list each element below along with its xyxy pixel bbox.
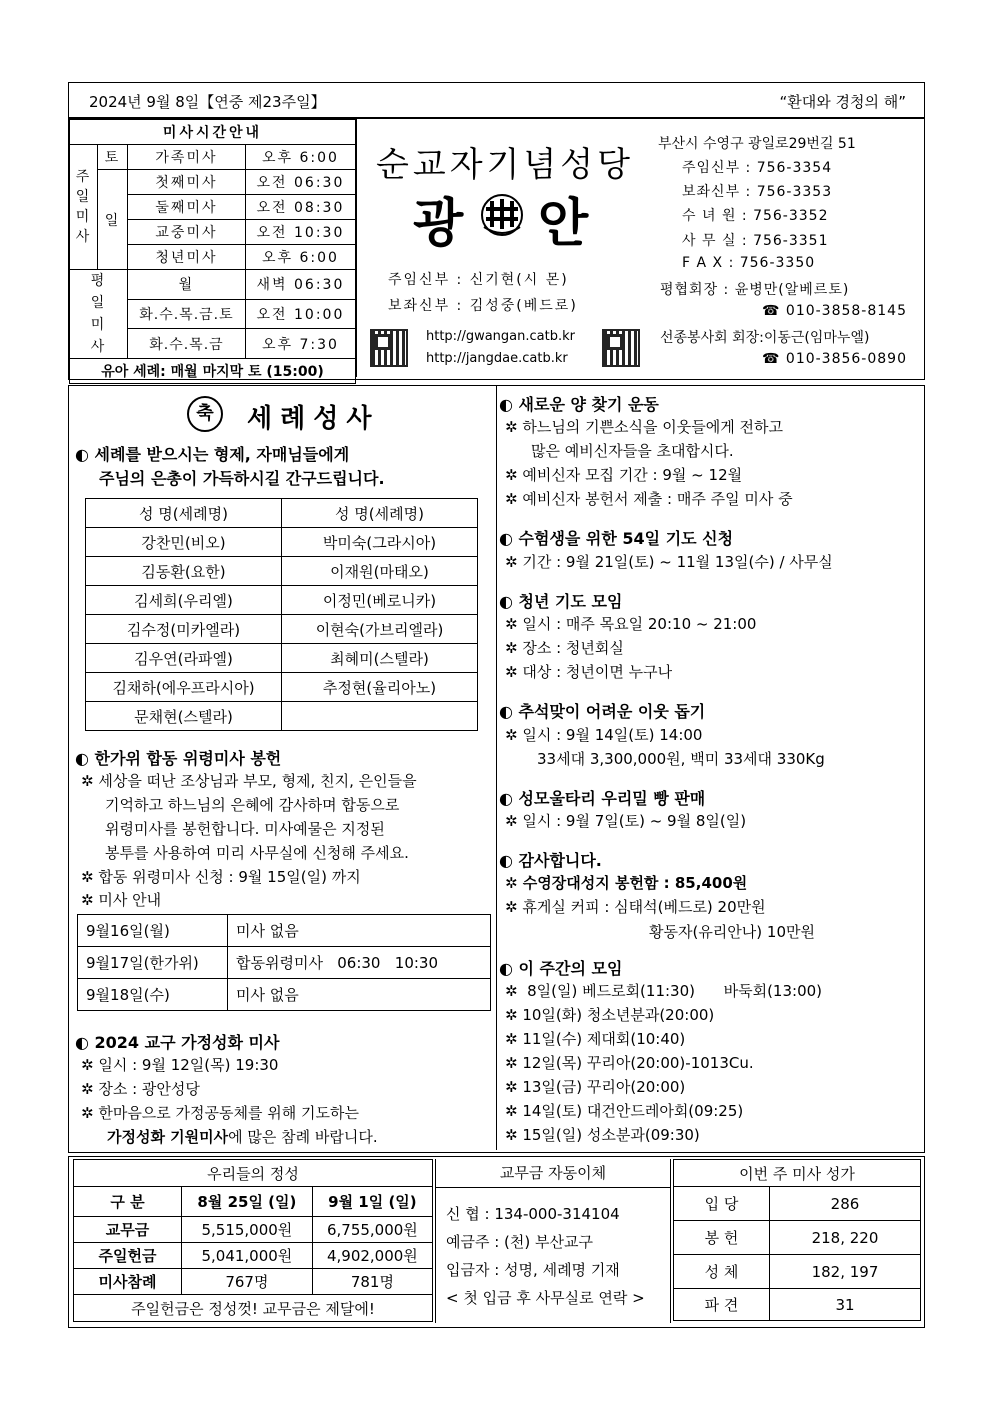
- transfer-line: < 첫 입금 후 사무실로 연락 >: [446, 1289, 645, 1307]
- section-line: ✲ 예비신자 봉헌서 제출 : 매주 주일 미사 중: [505, 490, 793, 508]
- section-line: ✲ 하느님의 기쁜소식을 이웃들에게 전하고: [505, 418, 783, 436]
- weekday-mass-label: 평일미사: [70, 270, 128, 359]
- mass-date: 9월18일(수): [78, 979, 228, 1011]
- cell-value: 781명: [312, 1269, 432, 1295]
- mass-schedule-title: 미사시간안내: [70, 120, 356, 145]
- table-row: [86, 586, 478, 615]
- hymn-part: 봉 헌: [674, 1221, 770, 1255]
- table-row: [74, 1187, 433, 1217]
- table-row: [78, 915, 491, 947]
- assistant-pastor-line: 보좌신부 : 김성중(베드로): [388, 298, 578, 314]
- section-title: ◐ 추석맞이 어려운 이웃 돕기: [499, 702, 706, 721]
- baptism-intro: ◐ 세례를 받으시는 형제, 자매님들에게: [75, 445, 350, 464]
- hymn-number: 31: [770, 1289, 921, 1321]
- website-link[interactable]: http://jangdae.catb.kr: [426, 351, 568, 366]
- baptism-intro: 주님의 은총이 가득하시길 간구드립니다.: [99, 469, 385, 488]
- hymn-part: 파 견: [674, 1289, 770, 1321]
- mass-time: 오전 06:30: [245, 170, 355, 195]
- section-line: ✲ 수영장대성지 봉헌함 : 85,400원: [505, 874, 748, 892]
- column-header: 성 명(세례명): [86, 499, 282, 528]
- baptism-name: 이재원(마태오): [282, 557, 478, 586]
- council-phone-row: [762, 303, 907, 319]
- section-line: ✲ 기간 : 9월 21일(토) ~ 11월 13일(수) / 사무실: [505, 553, 833, 571]
- transfer-title: 교무금 자동이체: [436, 1159, 670, 1188]
- row-label: 교무금: [74, 1217, 182, 1243]
- baptism-name: 이현숙(가브리엘라): [282, 615, 478, 644]
- church-title-block: [358, 119, 648, 377]
- section-title: ◐ 수험생을 위한 54일 기도 신청: [499, 529, 734, 548]
- section-line: 많은 예비신자들을 초대합시다.: [531, 442, 734, 460]
- saturday-label: 토: [98, 145, 128, 170]
- section-line: ✲ 일시 : 9월 14일(토) 14:00: [505, 726, 703, 744]
- mass-time: 오후 6:00: [245, 245, 355, 270]
- pastor-line: 주임신부 : 신기현(시 몬): [388, 272, 569, 288]
- family-line: ✲ 한마음으로 가정공동체를 위해 기도하는: [81, 1104, 359, 1122]
- infant-baptism-note: 유아 세례: 매월 마지막 토 (15:00): [70, 359, 356, 384]
- hymn-title: 이번 주 미사 성가: [674, 1160, 921, 1187]
- section-line: 33세대 3,300,000원, 백미 33세대 330Kg: [537, 750, 825, 768]
- cell-value: 767명: [182, 1269, 313, 1295]
- auto-transfer-panel: [435, 1159, 671, 1323]
- section-title: ◐ 새로운 양 찾기 운동: [499, 395, 659, 414]
- section-title: ◐ 청년 기도 모임: [499, 592, 623, 611]
- hangawi-line: ✲ 합동 위령미사 신청 : 9월 15일(일) 까지: [81, 868, 361, 886]
- table-row: [674, 1289, 921, 1321]
- mass-name: 청년미사: [128, 245, 246, 270]
- weekday-time: 새벽 06:30: [245, 270, 355, 300]
- website-link[interactable]: http://gwangan.catb.kr: [426, 329, 575, 344]
- table-row: [78, 979, 491, 1011]
- baptism-name: 이정민(베로니카): [282, 586, 478, 615]
- baptism-name: 김우연(라파엘): [86, 644, 282, 673]
- right-column: [499, 386, 926, 1150]
- weekday-days: 화.수.목.금: [128, 329, 246, 359]
- section-line: ✲ 대상 : 청년이면 누구나: [505, 663, 673, 681]
- table-row: [674, 1221, 921, 1255]
- section-line: ✲ 예비신자 모집 기간 : 9월 ~ 12월: [505, 466, 743, 484]
- phone-icon: ☎: [762, 303, 781, 319]
- baptism-name: 강찬민(비오): [86, 528, 282, 557]
- section-line: ✲ 11일(수) 제대회(10:40): [505, 1030, 686, 1048]
- table-row: [74, 1217, 433, 1243]
- family-rest: 에 많은 참례 바랍니다.: [228, 1128, 378, 1146]
- cell-value: 4,902,000원: [312, 1243, 432, 1269]
- weekday-time: 오전 10:00: [245, 299, 355, 329]
- section-title: ◐ 성모울타리 우리밀 빵 판매: [499, 789, 706, 808]
- weekday-days: 화.수.목.금.토: [128, 299, 246, 329]
- transfer-line: 예금주 : (천) 부산교구: [446, 1233, 593, 1251]
- family-line: ✲ 일시 : 9월 12일(목) 19:30: [81, 1056, 279, 1074]
- main-content: [68, 385, 925, 1153]
- table-row: [74, 1243, 433, 1269]
- row-label: 주일헌금: [74, 1243, 182, 1269]
- baptism-name: 김동환(요한): [86, 557, 282, 586]
- table-row: [78, 947, 491, 979]
- council-president: 평협회장 : 윤병만(알베르토): [660, 282, 850, 298]
- transfer-line: 입금자 : 성명, 세례명 기재: [446, 1261, 620, 1279]
- hymn-number: 286: [770, 1187, 921, 1221]
- contact-line: 주임신부 : 756-3354: [682, 160, 833, 176]
- header-bar: [68, 82, 925, 118]
- hymn-number: 218, 220: [770, 1221, 921, 1255]
- hymn-number: 182, 197: [770, 1255, 921, 1289]
- section-line: 황동자(유리안나) 10만원: [649, 923, 815, 941]
- family-line: ✲ 장소 : 광안성당: [81, 1080, 200, 1098]
- church-address: 부산시 수영구 광일로29번길 51: [658, 136, 856, 152]
- sunday-label: 일: [98, 170, 128, 270]
- mass-name: 첫째미사: [128, 170, 246, 195]
- baptism-table: [85, 498, 478, 731]
- mass-date: 9월16일(월): [78, 915, 228, 947]
- table-row: [86, 673, 478, 702]
- section-line: ✲ 장소 : 청년회실: [505, 639, 624, 657]
- left-column: [69, 386, 497, 1150]
- section-line: ✲ 8일(일) 베드로회(11:30) 바둑회(13:00): [505, 982, 823, 1000]
- offering-table: [73, 1159, 433, 1322]
- masthead: [68, 118, 925, 380]
- offering-title: 우리들의 정성: [74, 1160, 433, 1187]
- baptism-name: 김수정(미카엘라): [86, 615, 282, 644]
- cell-value: 6,755,000원: [312, 1217, 432, 1243]
- baptism-name: 박미숙(그라시아): [282, 528, 478, 557]
- sunday-mass-label: 주일미사: [70, 145, 98, 270]
- baptism-name: 문채현(스텔라): [86, 702, 282, 731]
- phone-icon: ☎: [762, 351, 781, 367]
- mass-name: 가족미사: [128, 145, 246, 170]
- memorial-mass-table: [77, 914, 491, 1011]
- transfer-line: 신 협 : 134-000-314104: [446, 1205, 620, 1223]
- church-subtitle: 순교자기념성당: [376, 145, 634, 185]
- section-line: ✲ 일시 : 9월 7일(토) ~ 9월 8일(일): [505, 812, 747, 830]
- mass-time: 오전 08:30: [245, 195, 355, 220]
- baptism-name: 김채하(에우프라시아): [86, 673, 282, 702]
- baptism-name: 최혜미(스텔라): [282, 644, 478, 673]
- qr-code-icon[interactable]: [602, 329, 640, 367]
- baptism-name: 추정현(율리아노): [282, 673, 478, 702]
- row-label: 미사참례: [74, 1269, 182, 1295]
- contact-line: F A X : 756-3350: [682, 255, 816, 271]
- section-line: ✲ 14일(토) 대건안드레아회(09:25): [505, 1102, 744, 1120]
- family-highlight: 가정성화 기원미사: [107, 1128, 229, 1146]
- church-name-right: 안: [538, 194, 589, 254]
- family-line: [107, 1126, 378, 1147]
- column-header: 성 명(세례명): [282, 499, 478, 528]
- section-line: ✲ 일시 : 매주 목요일 20:10 ~ 21:00: [505, 615, 757, 633]
- weekday-time: 오후 7:30: [245, 329, 355, 359]
- contact-line: 보좌신부 : 756-3353: [682, 184, 833, 200]
- hangawi-line: ✲ 세상을 떠난 조상님과 부모, 형제, 친지, 은인들을: [81, 772, 417, 790]
- section-line: ✲ 휴게실 커피 : 심태석(베드로) 20만원: [505, 898, 766, 916]
- year-motto: “환대와 경청의 해”: [779, 93, 906, 111]
- section-title: ◐ 감사합니다.: [499, 851, 602, 870]
- bottom-panel: [68, 1156, 925, 1328]
- column-header: 9월 1일 (일): [312, 1187, 432, 1217]
- hangawi-line: 기억하고 하느님의 은혜에 감사하며 합동으로: [105, 796, 400, 814]
- section-line: ✲ 15일(일) 성소분과(09:30): [505, 1126, 700, 1144]
- qr-code-icon[interactable]: [370, 329, 408, 367]
- baptism-title: 세례성사: [247, 404, 380, 434]
- cell-value: 5,041,000원: [182, 1243, 313, 1269]
- weekday-days: 월: [128, 270, 246, 300]
- baptism-name: [282, 702, 478, 731]
- church-name-left: 광: [413, 194, 464, 254]
- council-phone: 010-3858-8145: [785, 303, 907, 319]
- table-row: [674, 1187, 921, 1221]
- elder-phone: 010-3856-0890: [785, 351, 907, 367]
- cell-value: 5,515,000원: [182, 1217, 313, 1243]
- table-row: [674, 1255, 921, 1289]
- table-row: [86, 644, 478, 673]
- column-header: 구 분: [74, 1187, 182, 1217]
- section-title: ◐ 이 주간의 모임: [499, 959, 623, 978]
- church-emblem-icon: [478, 191, 526, 239]
- section-line: ✲ 10일(화) 청소년분과(20:00): [505, 1006, 715, 1024]
- baptism-name: 김세희(우리엘): [86, 586, 282, 615]
- elder-phone-row: [762, 351, 907, 367]
- section-line: ✲ 13일(금) 꾸리아(20:00): [505, 1078, 686, 1096]
- mass-time: 오후 6:00: [245, 145, 355, 170]
- mass-time: 오전 10:30: [245, 220, 355, 245]
- family-mass-title: ◐ 2024 교구 가정성화 미사: [75, 1033, 280, 1052]
- mass-date: 9월17일(한가위): [78, 947, 228, 979]
- hymn-part: 입 당: [674, 1187, 770, 1221]
- hymn-table: [673, 1159, 921, 1321]
- table-row: [86, 615, 478, 644]
- mass-info: 미사 없음: [228, 915, 491, 947]
- mass-info: 합동위령미사 06:30 10:30: [228, 947, 491, 979]
- mass-info: 미사 없음: [228, 979, 491, 1011]
- hymn-part: 성 체: [674, 1255, 770, 1289]
- mass-name: 교중미사: [128, 220, 246, 245]
- table-row: [86, 702, 478, 731]
- hangawi-line: 봉투를 사용하여 미리 사무실에 신청해 주세요.: [105, 844, 409, 862]
- table-row: [74, 1269, 433, 1295]
- mass-name: 둘째미사: [128, 195, 246, 220]
- contact-line: 사 무 실 : 756-3351: [682, 233, 829, 249]
- mass-schedule: [69, 119, 357, 380]
- celebration-badge-icon: 축: [187, 396, 223, 432]
- column-header: 8월 25일 (일): [182, 1187, 313, 1217]
- contact-info: [652, 119, 926, 377]
- table-row: [86, 557, 478, 586]
- funeral-service-president: 선종봉사회 회장:이동근(임마누엘): [660, 330, 870, 346]
- table-row: [86, 528, 478, 557]
- section-line: ✲ 12일(목) 꾸리아(20:00)-1013Cu.: [505, 1054, 754, 1072]
- contact-line: 수 녀 원 : 756-3352: [682, 208, 829, 224]
- table-row: [86, 499, 478, 528]
- hangawi-line: ✲ 미사 안내: [81, 891, 162, 909]
- hangawi-line: 위령미사를 봉헌합니다. 미사예물은 지정된: [105, 820, 385, 838]
- offering-footer: 주일헌금은 정성껏! 교무금은 제달에!: [74, 1295, 433, 1322]
- issue-date: 2024년 9월 8일【연중 제23주일】: [89, 93, 326, 111]
- hangawi-title: ◐ 한가위 합동 위령미사 봉헌: [75, 749, 282, 768]
